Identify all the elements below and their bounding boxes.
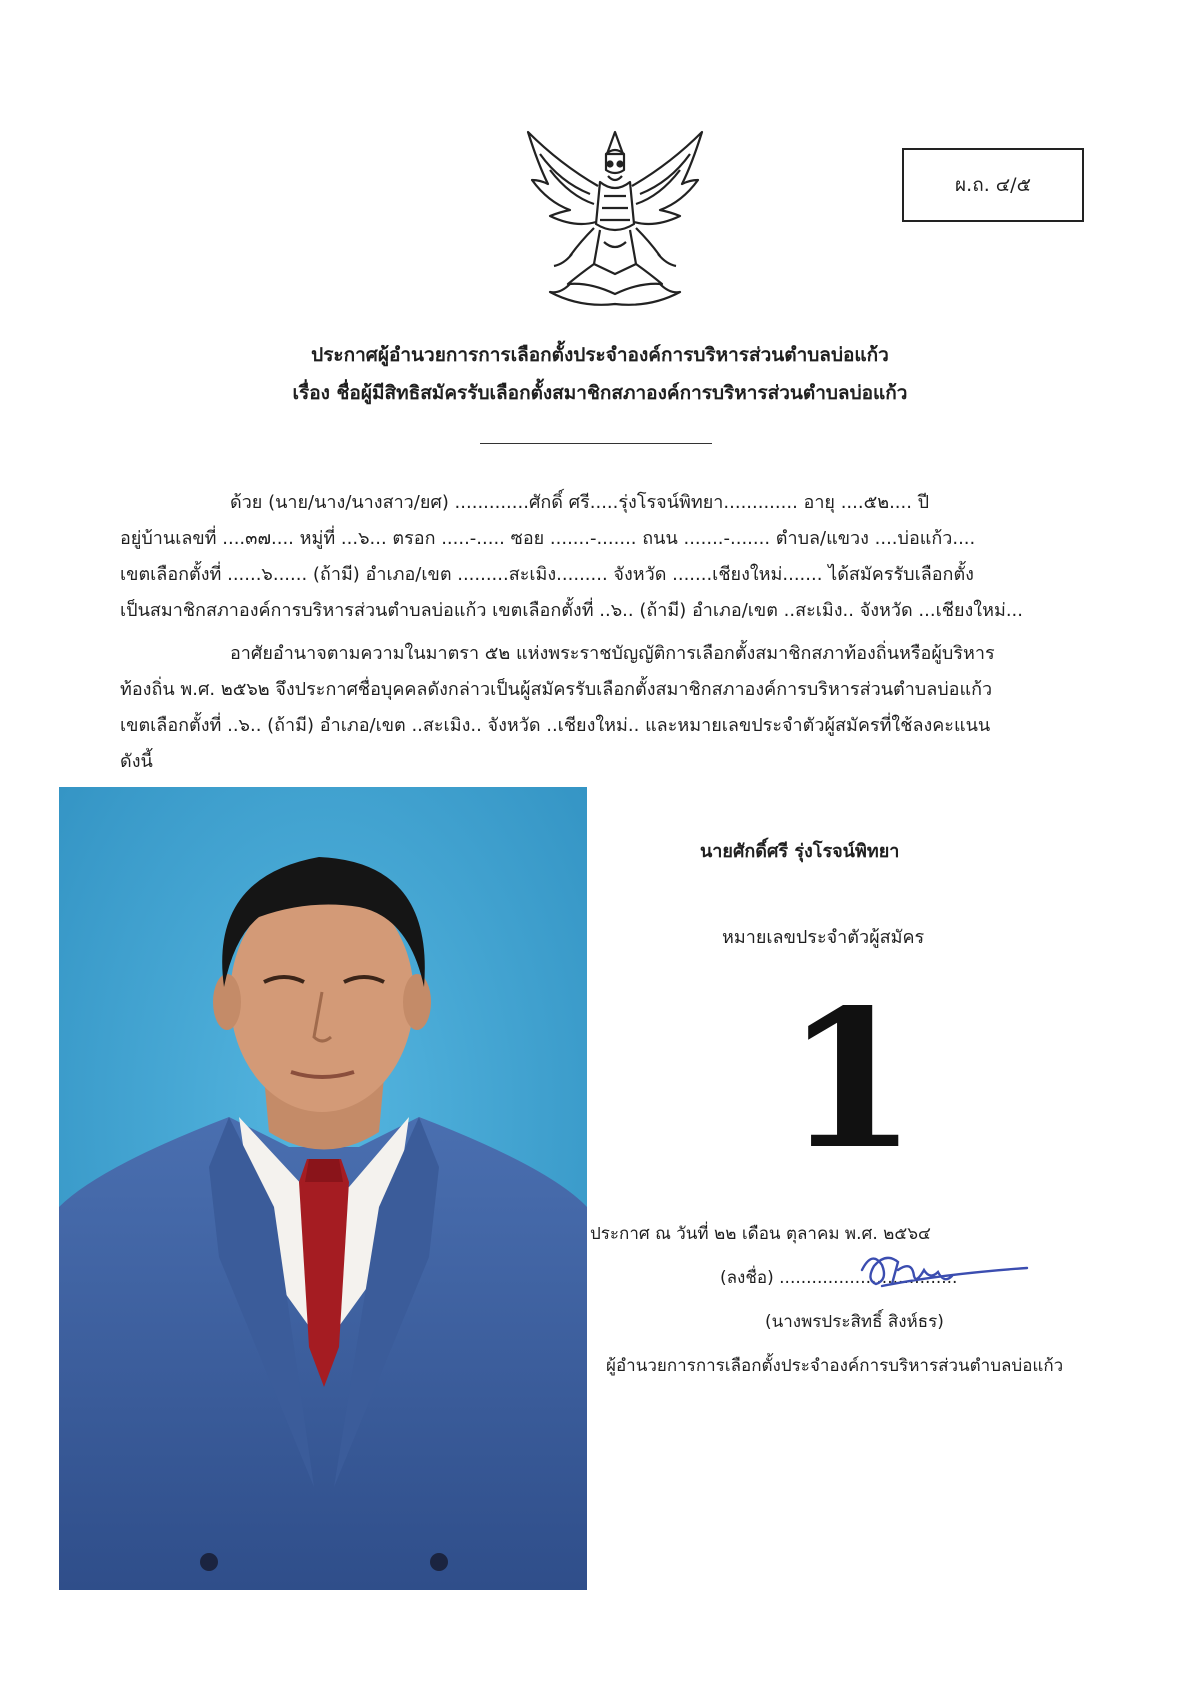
candidate-number-label: หมายเลขประจำตัวผู้สมัคร: [722, 927, 925, 948]
body-line: อาศัยอำนาจตามความในมาตรา ๕๒ แห่งพระราชบัญญัติการเลือกตั้งสมาชิกสภาท้องถิ่นหรือผู้บริหาร: [230, 643, 995, 664]
body-line: อยู่บ้านเลขที่ ....๓๗.... หมู่ที่ ...๖... ตรอก .....-..... ซอย .......-....... ถนน .......-....... ตำบล/แขวง ....บ่อแก้ว....: [120, 528, 976, 549]
announcement-date: ประกาศ ณ วันที่ ๒๒ เดือน ตุลาคม พ.ศ. ๒๕๖๔: [590, 1224, 931, 1244]
body-line: เป็นสมาชิกสภาองค์การบริหารส่วนตำบลบ่อแก้ว เขตเลือกตั้งที่ ..๖.. (ถ้ามี) อำเภอ/เขต ..สะเมิง.. จังหวัด ...เชียงใหม่...: [120, 600, 1023, 621]
title-divider: [480, 443, 712, 444]
body-line: เขตเลือกตั้งที่ ......๖...... (ถ้ามี) อำเภอ/เขต .........สะเมิง......... จังหวัด .......เชียงใหม่....... ได้สมัครรับเลือกตั้ง: [120, 564, 974, 585]
body-line: ดังนี้: [120, 751, 153, 772]
signer-name: (นางพรประสิทธิ์ สิงห์ธร): [765, 1312, 944, 1332]
body-line: ท้องถิ่น พ.ศ. ๒๕๖๒ จึงประกาศชื่อบุคคลดังกล่าวเป็นผู้สมัครรับเลือกตั้งสมาชิกสภาองค์การบริหารส่วนตำบลบ่อแก้ว: [120, 679, 993, 700]
form-code: ผ.ถ. ๔/๕: [955, 174, 1031, 196]
body-line: ด้วย (นาย/นาง/นางสาว/ยศ) .............ศักดิ์ ศรี.....รุ่งโรจน์พิทยา............. อายุ ....๕๒.... ปี: [230, 492, 930, 513]
signer-title: ผู้อำนวยการการเลือกตั้งประจำองค์การบริหารส่วนตำบลบ่อแก้ว: [606, 1356, 1064, 1376]
announcement-title: ประกาศผู้อำนวยการการเลือกตั้งประจำองค์การบริหารส่วนตำบลบ่อแก้ว: [311, 344, 889, 366]
candidate-number: 1: [785, 968, 918, 1191]
garuda-emblem-icon: [520, 124, 710, 312]
announcement-subject: เรื่อง ชื่อผู้มีสิทธิสมัครรับเลือกตั้งสมาชิกสภาองค์การบริหารส่วนตำบลบ่อแก้ว: [292, 382, 908, 404]
form-code-box: [902, 148, 1084, 222]
candidate-photo: [59, 787, 587, 1590]
candidate-name: นายศักดิ์ศรี รุ่งโรจน์พิทยา: [700, 841, 900, 862]
signature-line: (ลงชื่อ) .................................: [720, 1268, 958, 1288]
body-line: เขตเลือกตั้งที่ ..๖.. (ถ้ามี) อำเภอ/เขต ..สะเมิง.. จังหวัด ..เชียงใหม่.. และหมายเลขประจำตัวผู้สมัครที่ใช้ลงคะแนน: [120, 715, 991, 736]
